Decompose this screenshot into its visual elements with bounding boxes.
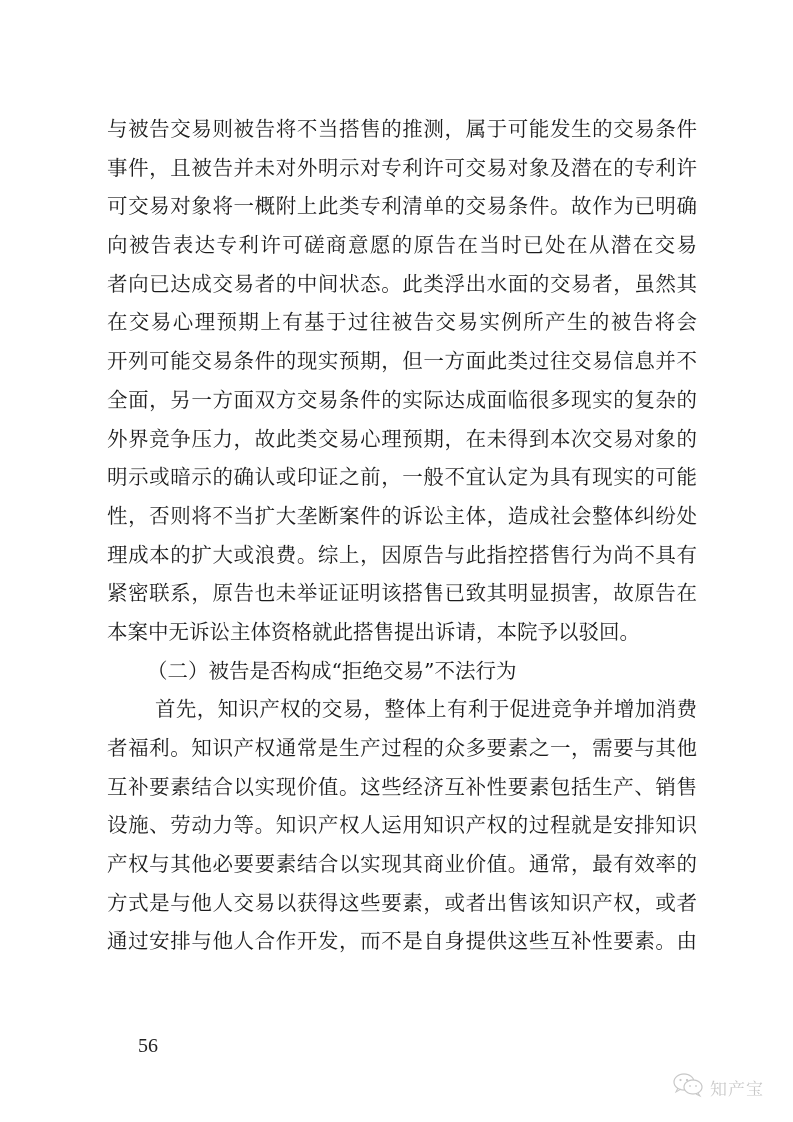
paragraph-1-line: 与被告交易则被告将不当搭售的推测，属于可能发生的交易条件 [107, 117, 697, 141]
paragraph-1-line: 理成本的扩大或浪费。综上，因原告与此指控搭售行为尚不具有 [107, 542, 697, 567]
paragraph-2-line: 首先，知识产权的交易，整体上有利于促进竞争并增加消费 [155, 697, 697, 722]
paragraph-2-line: 互补要素结合以实现价值。这些经济互补性要素包括生产、销售 [107, 774, 697, 799]
paragraph-1-line: 全面，另一方面双方交易条件的实际达成面临很多现实的复杂的 [107, 387, 697, 412]
paragraph-2-line: 产权与其他必要要素结合以实现其商业价值。通常，最有效率的 [107, 852, 697, 877]
paragraph-1-line: 在交易心理预期上有基于过往被告交易实例所产生的被告将会 [107, 310, 697, 335]
paragraph-2-line: 者福利。知识产权通常是生产过程的众多要素之一，需要与其他 [107, 736, 697, 760]
paragraph-1-line: 外界竞争压力，故此类交易心理预期，在未得到本次交易对象的 [107, 426, 697, 451]
paragraph-2-line: 设施、劳动力等。知识产权人运用知识产权的过程就是安排知识 [107, 813, 697, 838]
body-text [107, 110, 697, 961]
paragraph-1-line: 明示或暗示的确认或印证之前，一般不宜认定为具有现实的可能 [107, 465, 697, 490]
wechat-icon [672, 1072, 706, 1102]
paragraph-2-line: 通过安排与他人合作开发，而不是自身提供这些互补性要素。由 [107, 929, 697, 954]
paragraph-1-line: 事件，且被告并未对外明示对专利许可交易对象及潜在的专利许 [107, 155, 697, 180]
paragraph-1-line: 可交易对象将一概附上此类专利清单的交易条件。故作为已明确 [107, 194, 697, 219]
section-heading: （二）被告是否构成“拒绝交易”不法行为 [147, 658, 517, 683]
paragraph-1-line: 者向已达成交易者的中间状态。此类浮出水面的交易者，虽然其 [107, 271, 697, 296]
paragraph-1-line: 向被告表达专利许可磋商意愿的原告在当时已处在从潜在交易 [107, 233, 697, 258]
paragraph-1-line: 开列可能交易条件的现实预期，但一方面此类过往交易信息并不 [107, 349, 697, 374]
paragraph-1-line: 紧密联系，原告也未举证证明该搭售已致其明显损害，故原告在 [107, 581, 697, 606]
watermark-label: 知产宝 [710, 1079, 764, 1100]
paragraph-1-line: 性，否则将不当扩大垄断案件的诉讼主体，造成社会整体纠纷处 [107, 503, 697, 528]
page-number: 56 [138, 1035, 158, 1057]
paragraph-1-line: 本案中无诉讼主体资格就此搭售提出诉请，本院予以驳回。 [107, 619, 640, 644]
paragraph-2-line: 方式是与他人交易以获得这些要素，或者出售该知识产权，或者 [107, 890, 697, 915]
watermark [672, 1072, 764, 1102]
